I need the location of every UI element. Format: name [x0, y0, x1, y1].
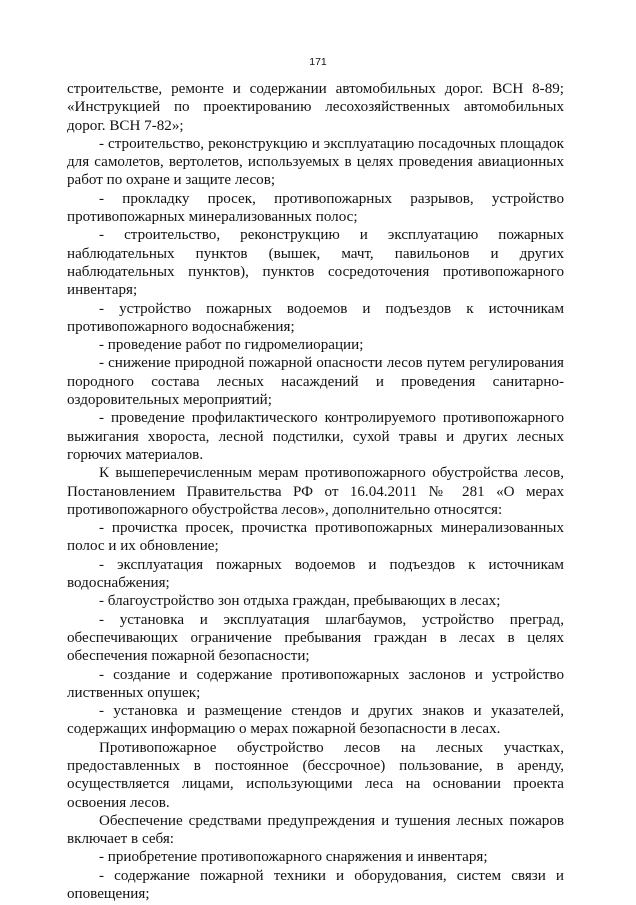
paragraph: Обеспечение средствами предупреждения и тушения лесных пожаров включает в себя: [67, 812, 564, 848]
paragraph: - проведение работ по гидромелиорации; [99, 337, 364, 354]
paragraph: - благоустройство зон отдыха граждан, пребывающих в лесах; [99, 593, 501, 610]
paragraph: К вышеперечисленным мерам противопожарного обустройства лесов, Постановлением Правительства РФ от 16.04.2011 № 281 «О мерах противопожарного обустройства лесов», дополнительно относятся: [67, 465, 564, 518]
paragraph: - снижение природной пожарной опасности лесов путем регулирования породного состава лесных насаждений и проведения санитарно-оздоровительных мероприятий; [67, 355, 564, 409]
paragraph: - эксплуатация пожарных водоемов и подъездов к источникам водоснабжения; [67, 556, 564, 592]
paragraph: - строительство, реконструкцию и эксплуатацию посадочных площадок для самолетов, вертолетов, используемых в целях проведения авиационных работ по охране и защите лесов; [67, 135, 564, 189]
paragraph: - содержание пожарной техники и оборудования, систем связи и оповещения; [67, 867, 564, 903]
paragraph: - установка и эксплуатация шлагбаумов, устройство преград, обеспечивающих ограничение пребывания граждан в лесах в целях обеспечения пожарной безопасности; [67, 611, 564, 665]
paragraph: - создание и содержание противопожарных заслонов и устройство лиственных опушек; [67, 666, 564, 701]
paragraph: - приобретение противопожарного снаряжения и инвентаря; [99, 849, 488, 866]
page-number: 171 [309, 56, 327, 68]
paragraph: - прочистка просек, прочистка противопожарных минерализованных полос и их обновление; [67, 520, 564, 555]
document-body [67, 80, 564, 903]
paragraph: - устройство пожарных водоемов и подъездов к источникам противопожарного водоснабжения; [67, 300, 564, 335]
paragraph: - прокладку просек, противопожарных разрывов, устройство противопожарных минерализованных полос; [67, 190, 564, 226]
paragraph: - строительство, реконструкцию и эксплуатацию пожарных наблюдательных пунктов (вышек, мачт, павильонов и других наблюдательных пунктов), пунктов сосредоточения противопожарного инвентаря; [67, 227, 564, 299]
paragraph: - установка и размещение стендов и других знаков и указателей, содержащих информацию о мерах пожарной безопасности в лесах. [67, 703, 564, 738]
paragraph: Противопожарное обустройство лесов на лесных участках, предоставленных в постоянное (бессрочное) пользование, в аренду, осуществляется лицами, использующими леса на основании проекта освоения лесов. [67, 739, 564, 811]
paragraph: - проведение профилактического контролируемого противопожарного выжигания хвороста, лесной подстилки, сухой травы и других лесных горючих материалов. [67, 410, 564, 463]
paragraph: строительстве, ремонте и содержании автомобильных дорог. ВСН 8-89; «Инструкцией по проектированию лесохозяйственных автомобильных дорог. ВСН 7-82»; [67, 81, 564, 134]
